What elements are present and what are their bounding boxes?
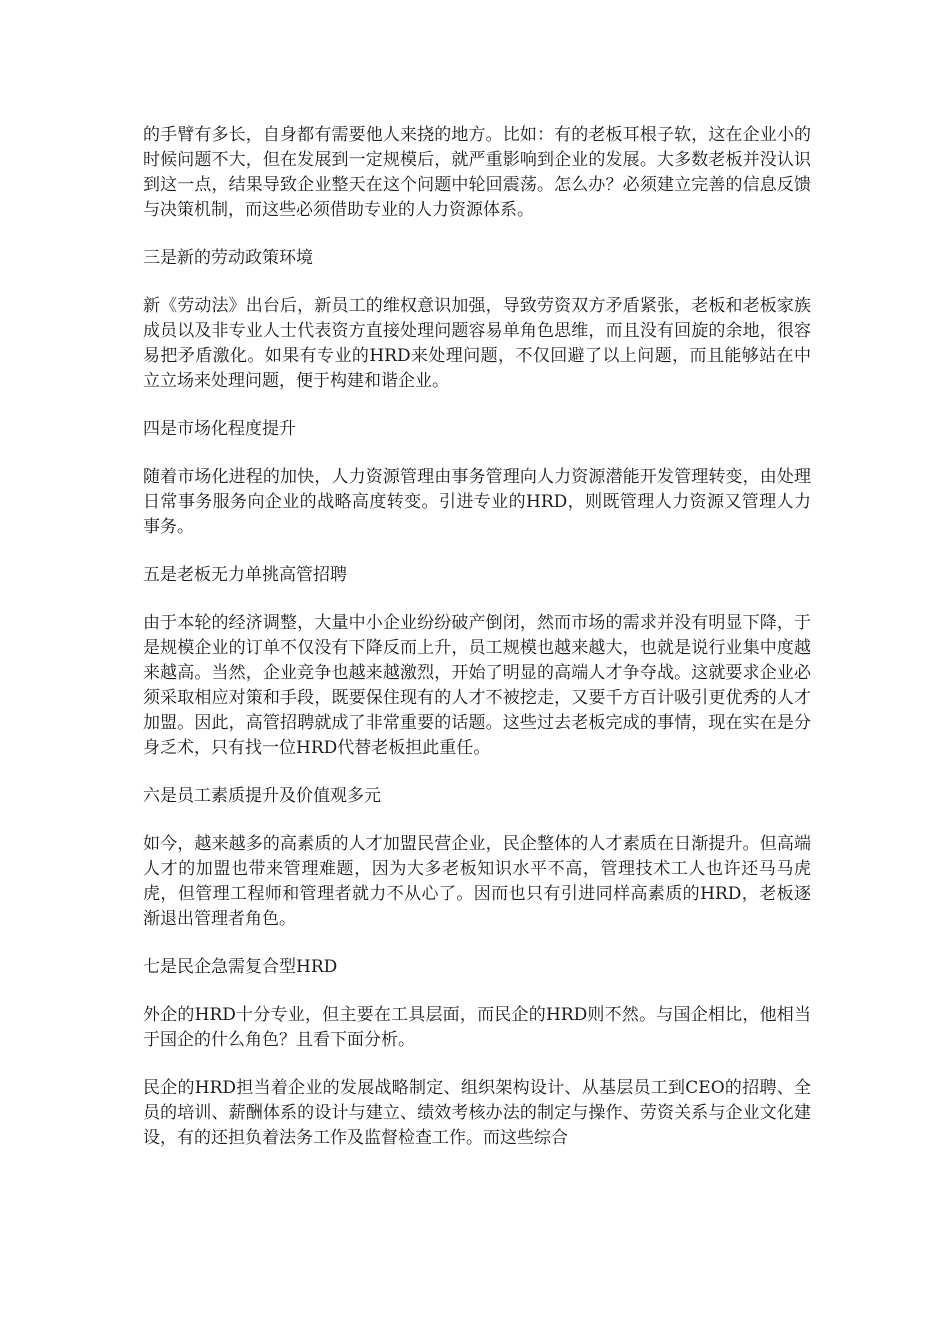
paragraph-marketization: 随着市场化进程的加快，人力资源管理由事务管理向人力资源潜能开发管理转变，由处理日常事务服务向企业的战略高度转变。引进专业的HRD，则既管理人力资源又管理人力事务。 <box>143 467 811 537</box>
section-heading-7: 七是民企急需复合型HRD <box>143 957 338 977</box>
section-heading-3: 三是新的劳动政策环境 <box>143 248 313 268</box>
paragraph-employee-quality: 如今，越来越多的高素质的人才加盟民营企业，民企整体的人才素质在日渐提升。但高端人才的加盟也带来管理难题，因为大多老板知识水平不高，管理技术工人也许还马马虎虎，但管理工程师和管理者就力不从心了。因而也只有引进同样高素质的HRD，老板逐渐退出管理者角色。 <box>143 834 811 929</box>
paragraph-private-hrd: 民企的HRD担当着企业的发展战略制定、组织架构设计、从基层员工到CEO的招聘、全员的培训、薪酬体系的设计与建立、绩效考核办法的制定与操作、劳资关系与企业文化建设，有的还担负着法务工作及监督检查工作。而这些综合 <box>143 1078 811 1148</box>
paragraph-foreign-hrd: 外企的HRD十分专业，但主要在工具层面，而民企的HRD则不然。与国企相比，他相当于国企的什么角色？且看下面分析。 <box>143 1005 811 1050</box>
paragraph-executive-hiring: 由于本轮的经济调整，大量中小企业纷纷破产倒闭，然而市场的需求并没有明显下降，于是规模企业的订单不仅没有下降反而上升，员工规模也越来越大，也就是说行业集中度越来越高。当然，企业竞争也越来越激烈，开始了明显的高端人才争夺战。这就要求企业必须采取相应对策和手段，既要保住现有的人才不被挖走，又要千方百计吸引更优秀的人才加盟。因此，高管招聘就成了非常重要的话题。这些过去老板完成的事情，现在实在是分身乏术，只有找一位HRD代替老板担此重任。 <box>143 613 811 758</box>
document-page <box>143 123 811 1174</box>
section-heading-6: 六是员工素质提升及价值观多元 <box>143 786 381 806</box>
paragraph-intro: 的手臂有多长，自身都有需要他人来挠的地方。比如：有的老板耳根子软，这在企业小的时候问题不大，但在发展到一定规模后，就严重影响到企业的发展。大多数老板并没认识到这一点，结果导致企业整天在这个问题中轮回震荡。怎么办？必须建立完善的信息反馈与决策机制，而这些必须借助专业的人力资源体系。 <box>143 125 811 220</box>
section-heading-4: 四是市场化程度提升 <box>143 419 296 439</box>
section-heading-5: 五是老板无力单挑高管招聘 <box>143 565 347 585</box>
paragraph-labor-law: 新《劳动法》出台后，新员工的维权意识加强，导致劳资双方矛盾紧张，老板和老板家族成员以及非专业人士代表资方直接处理问题容易单角色思维，而且没有回旋的余地，很容易把矛盾激化。如果有专业的HRD来处理问题，不仅回避了以上问题，而且能够站在中立立场来处理问题，便于构建和谐企业。 <box>143 296 811 391</box>
